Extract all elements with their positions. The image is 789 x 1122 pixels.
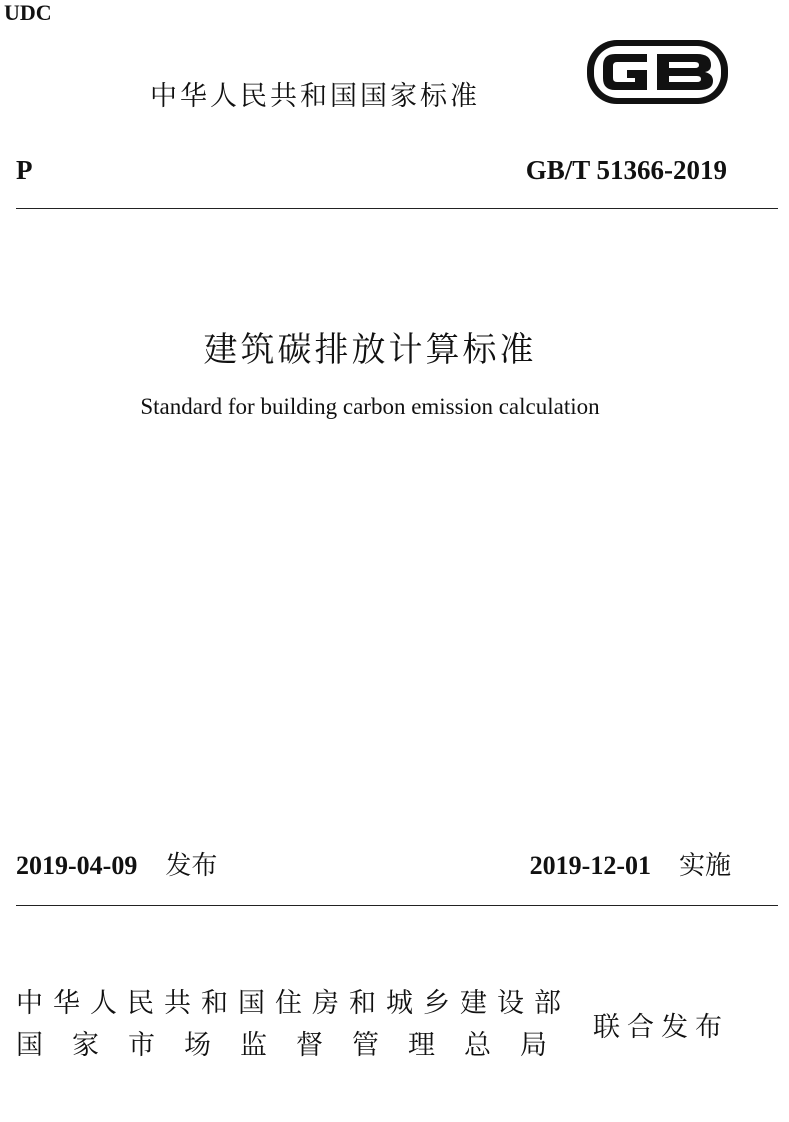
implementation-date: 2019-12-01 [529,851,651,880]
gb-logo-icon [585,36,730,108]
implementation-label: 实施 [678,851,731,881]
standard-number: GB/T 51366-2019 [525,155,727,185]
bottom-divider [16,905,778,906]
national-standard-heading: 中华人民共和国国家标准 [150,81,480,112]
implementation-date-block [530,845,731,882]
issuer-ministry: 中华人民共和国住房和城乡建设部 [16,988,571,1019]
issue-label: 发布 [165,851,218,881]
issuing-authorities [16,983,576,1067]
title-chinese: 建筑碳排放计算标准 [203,330,537,370]
top-divider [16,208,778,209]
classification-code: P [16,155,33,185]
title-english: Standard for building carbon emission calculation [140,394,600,419]
issue-date-block [16,845,217,882]
issuer-administration: 国家市场监督管理总局 [16,1030,576,1061]
udc-code: UDC [4,0,52,25]
joint-issue-label: 联合发布 [593,1012,729,1043]
issue-date: 2019-04-09 [16,851,138,880]
